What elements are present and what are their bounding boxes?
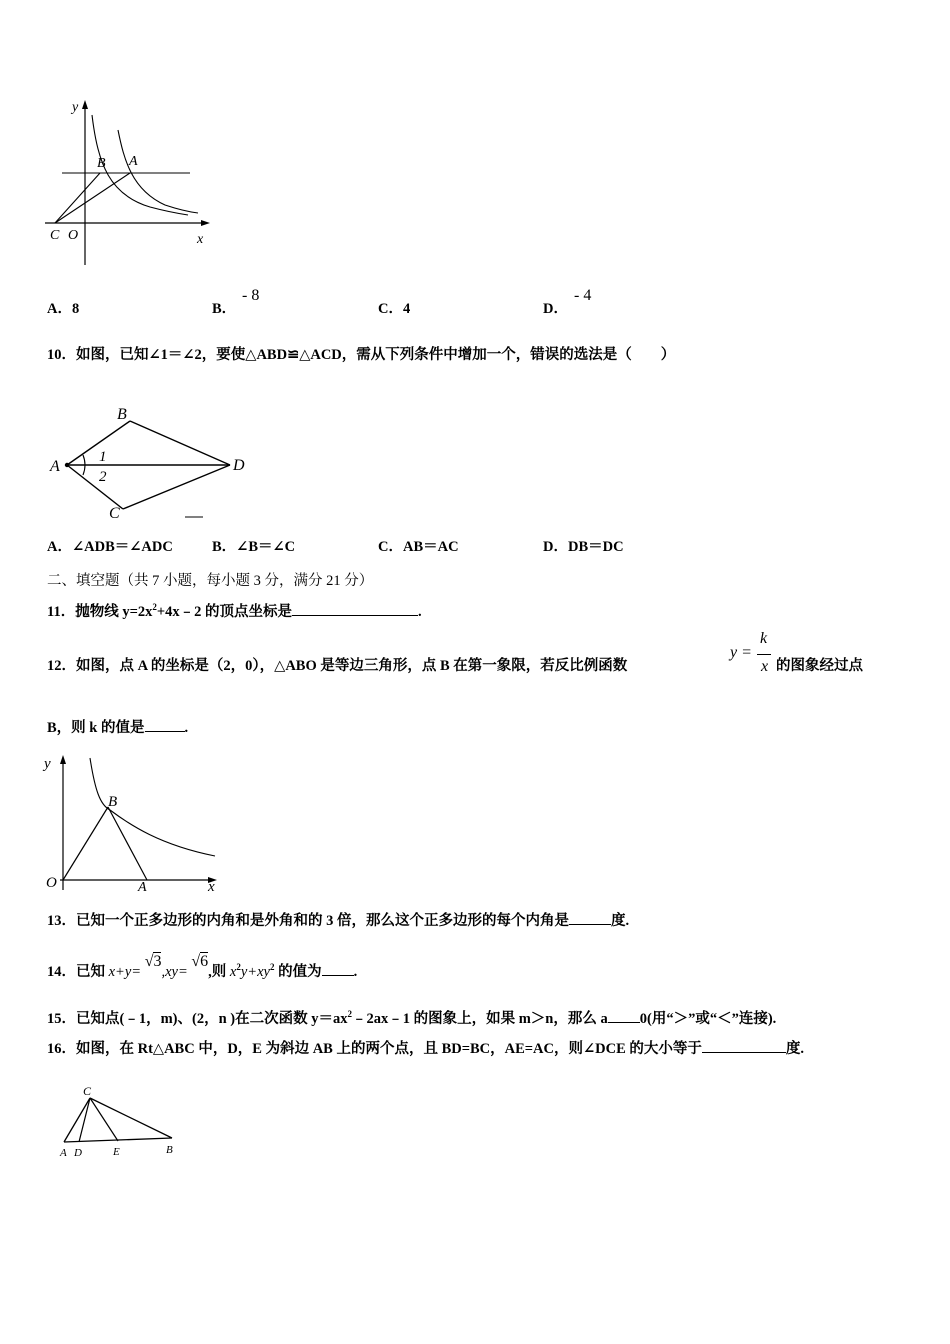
q9-label-y: y xyxy=(72,100,79,115)
q10-label-a: A xyxy=(50,458,60,475)
q13-question: 13．已知一个正多边形的内角和是外角和的 3 倍，那么这个正多边形的每个内角是 度. xyxy=(47,913,630,929)
q11-question: 11．抛物线 $y=2x^2+4x﹣2$ 的顶点坐标是 . xyxy=(47,602,422,620)
q10-option-b[interactable]: B．∠B＝∠C xyxy=(212,539,296,555)
q10-option-d[interactable]: D．DB＝DC xyxy=(543,539,624,555)
q12-label-x: x xyxy=(208,879,215,895)
q16-label-b: B xyxy=(166,1144,173,1156)
q16-answer-blank[interactable] xyxy=(702,1040,786,1053)
q9-label-b: B xyxy=(97,156,106,171)
q9-option-d[interactable]: D． xyxy=(543,301,568,317)
q12-answer-blank[interactable] xyxy=(145,719,185,732)
q10-option-a[interactable]: A．∠ADB＝∠ADC xyxy=(47,539,173,555)
q9-graph-figure xyxy=(40,95,220,270)
q9-option-b-value: - 8 xyxy=(242,287,260,304)
q14-sqrt6: √6 xyxy=(191,952,209,970)
q15-answer-blank[interactable] xyxy=(608,1010,640,1023)
q10-number: 10． xyxy=(47,347,76,363)
q9-label-c: C xyxy=(50,228,60,243)
q16-triangle-figure xyxy=(52,1080,187,1160)
q13-answer-blank[interactable] xyxy=(569,912,611,925)
q10-label-c: C xyxy=(109,505,120,522)
q9-option-c[interactable]: C．4 xyxy=(378,301,411,317)
q9-label-x: x xyxy=(197,232,204,247)
q9-option-b[interactable]: B． xyxy=(212,301,237,317)
q10-label-d: D xyxy=(233,457,245,474)
q14-answer-blank[interactable] xyxy=(322,963,354,976)
q16-question: 16．如图，在 Rt△ABC 中，D，E 为斜边 AB 上的两个点，且 BD=BC，AE=AC，则∠DCE 的大小等于 度. xyxy=(47,1041,805,1057)
q10-stem: 如图，已知∠1＝∠2，要使△ABD≌△ACD，需从下列条件中增加一个，错误的选法是（ ） xyxy=(76,347,676,363)
q14-question: 14．已知 x+y= √3,xy= √6,则 $x^2y+xy^2$ 的值为 . xyxy=(47,952,358,980)
q10-quadrilateral-figure xyxy=(45,405,265,523)
q10-question xyxy=(47,346,675,364)
q10-option-c[interactable]: C．AB＝AC xyxy=(378,539,459,555)
q14-sqrt3: √3 xyxy=(144,952,162,970)
q12-question-line2: B，则 k 的值是 . xyxy=(47,720,189,736)
q12-label-b: B xyxy=(108,794,118,810)
q16-label-d: D xyxy=(74,1147,82,1159)
q10-label-1: 1 xyxy=(99,449,107,465)
q12-label-y: y xyxy=(44,756,51,772)
q10-label-b: B xyxy=(117,406,127,423)
q9-label-a: A xyxy=(129,154,138,169)
section-title: 二、填空题（共 7 小题，每小题 3 分，满分 21 分） xyxy=(47,573,374,589)
q12-graph-figure xyxy=(40,750,225,895)
q12-label-o: O xyxy=(46,875,57,891)
q9-option-a[interactable]: A．8 xyxy=(47,301,80,317)
q12-question-line1-end: 的图象经过点 xyxy=(776,658,863,674)
q11-answer-blank[interactable] xyxy=(292,603,418,616)
q12-question-line1: 12．如图，点 A 的坐标是（2，0），△ABO 是等边三角形，点 B 在第一象限，若反比例函数 xyxy=(47,658,628,674)
q16-label-e: E xyxy=(113,1146,120,1158)
q15-question: 15．已知点(﹣1，m)、(2，n )在二次函数 $y=ax^2﹣2ax﹣1$ 的图象上，如果 m＞n，那么 a 0(用“＞”或“＜”连接). xyxy=(47,1009,777,1027)
q9-label-o: O xyxy=(68,228,79,243)
q16-label-a: A xyxy=(60,1147,67,1159)
q10-label-2: 2 xyxy=(99,469,107,485)
q16-label-c: C xyxy=(83,1084,92,1098)
q12-formula: y = k x xyxy=(730,632,774,680)
q12-label-a: A xyxy=(138,880,147,895)
q9-option-d-value: - 4 xyxy=(574,287,592,304)
